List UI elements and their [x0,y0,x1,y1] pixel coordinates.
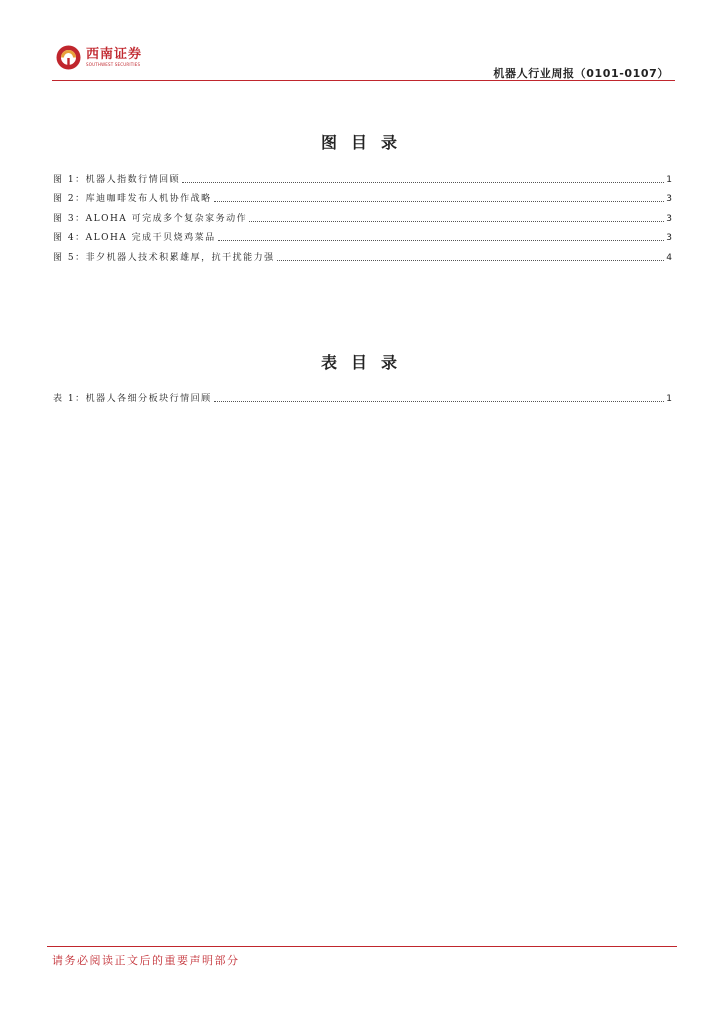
entry-page-number: 3 [666,194,672,204]
entry-label: 图 4：ALOHA 完成干贝烧鸡菜品 [53,233,216,243]
entry-page-number: 1 [666,174,672,185]
figure-index-entry[interactable] [53,244,672,264]
figure-index-entry[interactable] [53,186,672,206]
entry-page-number: 3 [666,213,672,224]
dot-leader [218,240,665,241]
dot-leader [214,201,665,202]
entry-label: 图 5：非夕机器人技术积累雄厚，抗干扰能力强 [53,252,275,263]
entry-page-number: 3 [666,233,672,243]
entry-label: 表 1：机器人各细分板块行情回顾 [53,393,212,404]
report-title: 机器人行业周报（0101-0107） [493,67,669,80]
table-index-list [53,385,672,405]
dot-leader [214,401,665,402]
figure-index-entry[interactable] [53,225,672,245]
footer-divider [47,946,677,947]
entry-label: 图 3：ALOHA 可完成多个复杂家务动作 [53,213,248,224]
entry-label: 图 2：库迪咖啡发布人机协作战略 [53,194,212,204]
footer-notice: 请务必阅读正文后的重要声明部分 [52,954,240,967]
entry-label: 图 1：机器人指数行情回顾 [53,174,181,185]
logo-icon [56,45,81,70]
dot-leader [249,221,664,222]
logo-chinese-name: 西南证券 [86,46,143,62]
dot-leader [277,260,665,261]
page-header [52,40,675,81]
dot-leader [182,182,664,183]
figure-index-entry[interactable] [53,205,672,225]
table-index-title: 表目录 [320,353,411,372]
table-index-entry[interactable] [53,385,672,405]
entry-page-number: 4 [666,252,672,263]
entry-page-number: 1 [666,393,672,404]
header-divider [52,80,675,81]
figure-index-list [53,166,672,264]
logo-english-name: SOUTHWEST SECURITIES [86,61,141,67]
logo-text [86,48,142,68]
figure-index-entry[interactable] [53,166,672,186]
figure-index-title: 图目录 [320,133,411,152]
company-logo [56,45,142,70]
